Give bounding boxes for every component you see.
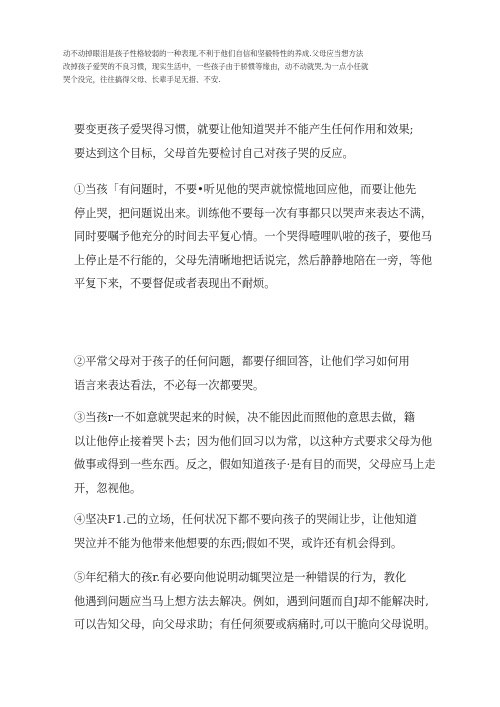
paragraph-line: 可以告知父母，向父母求助；有任何须要或病痛时,可以干脆向父母说明。 [74,618,436,631]
intro-line: 改掉孩子爱哭的不良习惯，现实生活中，一些孩子由于骄惯等缘由，动不动就哭,为一点小任就 [63,62,369,71]
paragraph-intro [74,118,444,165]
paragraph-line: 平复下来，不要督促或者表现出不耐烦。 [74,277,276,290]
paragraph-line: ①当孩「有问题时，不要•听见他的哭声就惊慌地回应他，而要让他先 [74,183,417,196]
paragraph-line: 他遇到问题应当马上想方法去解决。例如，遇到问题而自J却不能解决时, [74,594,429,608]
paragraph-line: 要变更孩子爱哭得习惯，就要让他知道哭并不能产生任何作用和效果; [74,123,414,136]
paragraph-point-5 [74,566,444,637]
paragraph-point-4 [74,508,444,555]
paragraph-line: 哭泣并不能为他带来他想要的东西;假如不哭，或许还有机会得到。 [74,536,403,550]
paragraph-line: 以让他停止接着哭卜去；因为他们回习以为常，以这种方式要求父母为他 [74,434,433,448]
intro-note [63,47,443,86]
paragraph-point-3 [74,406,444,500]
paragraph-line: 语言来表达看法，不必每一次都要哭。 [74,378,265,392]
paragraph-line: 开，忽视他。 [74,481,142,495]
paragraph-line: 上停止是不行能的，父母先清晰地把话说完，然后静静地陪在一旁，等他 [74,253,433,267]
paragraph-line: 做事或得到一些东西。反之，假如知道孩子·是有目的而哭，父母应马上走 [74,458,436,471]
paragraph-line: ③当孩r一不如意就哭起来的时候，决不能因此而照他的意思去做，籍 [74,411,415,424]
paragraph-line: ②平常父母对于孩子的任何问题，都要仔细回答，让他们学习如何用 [74,355,410,368]
paragraph-line: ⑤年纪稍大的孩r.有必要向他说明动辄哭泣是一种错误的行为，教化 [74,571,407,584]
paragraph-line: 停止哭，把问题说出来。训练他不要每一次有事都只以哭声来表达不满， [74,206,433,220]
paragraph-line: 同时要嘱予他充分的时间去平复心情。一个哭得噎哩叭啦的孩子，要他马 [74,230,433,243]
intro-line: 哭个没完，往往搞得父母、长辈手足无措、不安. [63,75,221,84]
paragraph-line: ④坚决F1.己的立场，任何状况下都不要向孩子的哭闹让步，让他知道 [74,513,417,526]
intro-line: 动不动掉眼泪是孩子性格较弱的一种表现,不利于他们自信和坚毅特性的养成.父母应当想方法 [63,49,364,58]
paragraph-point-2 [74,350,444,397]
paragraph-line: 要达到这个目标，父母首先要检讨自己对孩子哭的反应。 [74,146,354,160]
paragraph-point-1 [74,178,444,296]
